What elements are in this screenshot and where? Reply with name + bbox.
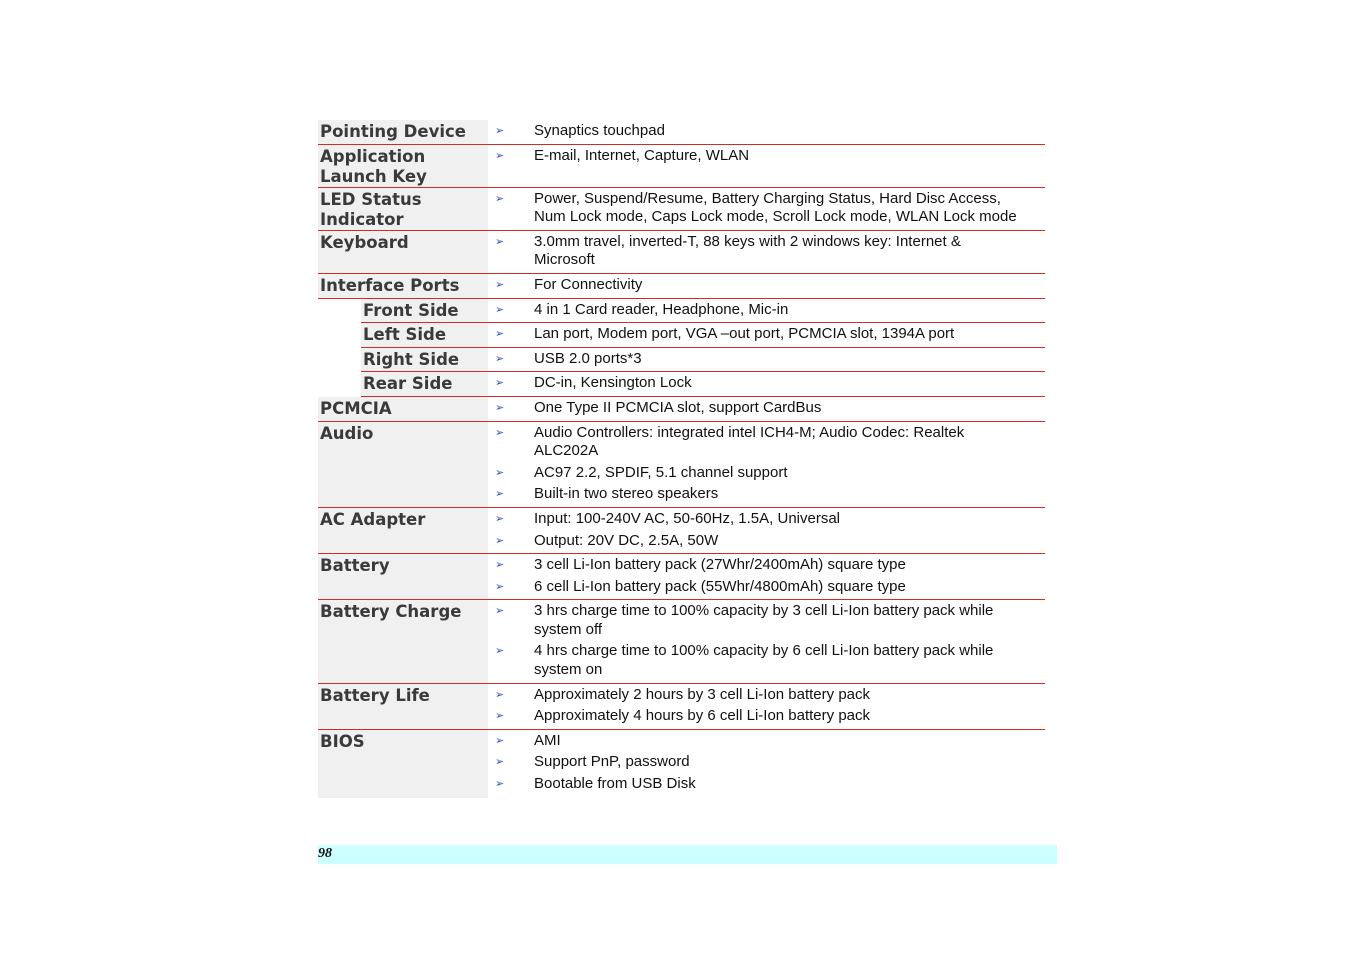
arrow-bullet-icon: ➢ (495, 534, 505, 547)
spec-values (488, 600, 1045, 683)
spec-item (488, 399, 1045, 418)
arrow-bullet-icon: ➢ (495, 645, 505, 658)
spec-item (488, 325, 1045, 344)
spec-item-text: Power, Suspend/Resume, Battery Charging Status, Hard Disc Access, Num Lock mode, Caps Lock mode, Scroll Lock mode, WLAN Lock mode (534, 189, 1017, 226)
spec-row-battery-charge (318, 600, 1045, 683)
spec-item (488, 686, 1045, 705)
spec-label: Keyboard (318, 231, 488, 274)
spec-item (488, 350, 1045, 369)
spec-label: Pointing Device (318, 120, 488, 145)
spec-label: Battery Charge (318, 600, 488, 683)
spec-item (488, 732, 1045, 751)
spec-item (488, 424, 1045, 461)
arrow-bullet-icon: ➢ (495, 734, 505, 747)
arrow-bullet-icon: ➢ (495, 192, 505, 205)
arrow-bullet-icon: ➢ (495, 605, 505, 618)
spec-item-text: Approximately 2 hours by 3 cell Li-Ion battery pack (534, 685, 870, 703)
spec-label: Audio (318, 422, 488, 508)
spec-item-text: For Connectivity (534, 275, 643, 293)
spec-item (488, 707, 1045, 726)
spec-item-text: 3.0mm travel, inverted-T, 88 keys with 2 windows key: Internet & Microsoft (534, 232, 961, 269)
spec-item (488, 233, 1045, 270)
spec-row-interface-ports (318, 274, 1045, 299)
spec-values (488, 120, 1045, 145)
spec-row-bios (318, 730, 1045, 798)
spec-label: Battery (318, 554, 488, 600)
arrow-bullet-icon: ➢ (495, 580, 505, 593)
arrow-bullet-icon: ➢ (495, 377, 505, 390)
spec-label: Right Side (361, 348, 488, 373)
spec-item (488, 276, 1045, 295)
spec-item-text: 3 cell Li-Ion battery pack (27Whr/2400mAh) square type (534, 556, 906, 574)
arrow-bullet-icon: ➢ (495, 352, 505, 365)
spec-row-application-launch-key (318, 145, 1045, 188)
arrow-bullet-icon: ➢ (495, 303, 505, 316)
spec-item-text: Support PnP, password (534, 753, 690, 771)
spec-item-text: Synaptics touchpad (534, 122, 665, 139)
arrow-bullet-icon: ➢ (495, 125, 505, 137)
arrow-bullet-icon: ➢ (495, 778, 505, 791)
spec-values (488, 554, 1045, 600)
spec-item-text: Output: 20V DC, 2.5A, 50W (534, 531, 719, 549)
spec-item-text: USB 2.0 ports*3 (534, 349, 642, 367)
spec-item-text: Audio Controllers: integrated intel ICH4-M; Audio Codec: Realtek ALC202A (534, 423, 965, 460)
spec-row-led-status-indicator (318, 188, 1045, 231)
spec-item-text: 4 in 1 Card reader, Headphone, Mic-in (534, 300, 789, 318)
spec-item (488, 374, 1045, 393)
spec-item (488, 753, 1045, 772)
arrow-bullet-icon: ➢ (495, 688, 505, 701)
spec-item (488, 602, 1045, 639)
spec-item (488, 190, 1045, 227)
spec-item (488, 510, 1045, 529)
spec-row-battery-life (318, 684, 1045, 730)
arrow-bullet-icon: ➢ (495, 559, 505, 572)
spec-label: AC Adapter (318, 508, 488, 554)
spec-label: LED Status Indicator (318, 188, 488, 231)
spec-item-text: AMI (534, 731, 561, 749)
spec-values (488, 397, 1045, 422)
spec-values (488, 422, 1045, 508)
spec-values (488, 730, 1045, 798)
spec-row-battery (318, 554, 1045, 600)
spec-item (488, 301, 1045, 320)
spec-row-audio (318, 422, 1045, 508)
spec-item (488, 775, 1045, 794)
spec-label: Rear Side (361, 372, 488, 397)
spec-item-text: Lan port, Modem port, VGA –out port, PCMCIA slot, 1394A port (534, 325, 955, 343)
spec-item-text: Input: 100-240V AC, 50-60Hz, 1.5A, Universal (534, 509, 841, 527)
spec-row-left-side (318, 323, 1045, 348)
page-number: 98 (318, 846, 332, 861)
spec-item (488, 464, 1045, 483)
spec-item-text: AC97 2.2, SPDIF, 5.1 channel support (534, 463, 788, 481)
spec-item-text: 3 hrs charge time to 100% capacity by 3 cell Li-Ion battery pack while system off (534, 602, 994, 638)
spec-values (488, 274, 1045, 299)
spec-item-text: One Type II PCMCIA slot, support CardBus (534, 398, 822, 416)
spec-item (488, 642, 1045, 679)
spec-item-text: 4 hrs charge time to 100% capacity by 6 cell Li-Ion battery pack while system on (534, 642, 994, 679)
spec-label: Battery Life (318, 684, 488, 730)
spec-row-ac-adapter (318, 508, 1045, 554)
spec-table (318, 120, 1045, 798)
arrow-bullet-icon: ➢ (495, 466, 505, 479)
arrow-bullet-icon: ➢ (495, 710, 505, 723)
spec-row-pointing-device (318, 120, 1045, 145)
spec-values (488, 372, 1045, 397)
spec-row-rear-side (318, 372, 1045, 397)
spec-item-text: 6 cell Li-Ion battery pack (55Whr/4800mAh) square type (534, 577, 906, 595)
spec-item-text: Built-in two stereo speakers (534, 485, 719, 503)
page-footer (318, 845, 1057, 864)
spec-label: BIOS (318, 730, 488, 798)
spec-values (488, 348, 1045, 373)
arrow-bullet-icon: ➢ (495, 488, 505, 501)
spec-values (488, 145, 1045, 188)
spec-label: Left Side (361, 323, 488, 348)
spec-row-right-side (318, 348, 1045, 373)
spec-item (488, 147, 1045, 166)
spec-label: PCMCIA (318, 397, 488, 422)
spec-label: Front Side (361, 299, 488, 324)
spec-values (488, 231, 1045, 274)
spec-item (488, 122, 1045, 141)
spec-item (488, 578, 1045, 597)
arrow-bullet-icon: ➢ (495, 328, 505, 341)
spec-label: Interface Ports (318, 274, 488, 299)
arrow-bullet-icon: ➢ (495, 401, 505, 414)
spec-row-pcmcia (318, 397, 1045, 422)
spec-row-front-side (318, 299, 1045, 324)
spec-item-text: DC-in, Kensington Lock (534, 374, 692, 392)
spec-values (488, 508, 1045, 554)
spec-label: Application Launch Key (318, 145, 488, 188)
arrow-bullet-icon: ➢ (495, 512, 505, 525)
arrow-bullet-icon: ➢ (495, 149, 505, 162)
spec-values (488, 323, 1045, 348)
spec-values (488, 299, 1045, 324)
spec-item (488, 556, 1045, 575)
arrow-bullet-icon: ➢ (495, 756, 505, 769)
spec-item (488, 532, 1045, 551)
spec-item (488, 485, 1045, 504)
spec-item-text: Bootable from USB Disk (534, 775, 696, 793)
spec-row-keyboard (318, 231, 1045, 274)
arrow-bullet-icon: ➢ (495, 278, 505, 291)
spec-values (488, 684, 1045, 730)
spec-item-text: E-mail, Internet, Capture, WLAN (534, 146, 750, 164)
arrow-bullet-icon: ➢ (495, 235, 505, 248)
spec-item-text: Approximately 4 hours by 6 cell Li-Ion battery pack (534, 707, 870, 725)
spec-values (488, 188, 1045, 231)
arrow-bullet-icon: ➢ (495, 426, 505, 439)
